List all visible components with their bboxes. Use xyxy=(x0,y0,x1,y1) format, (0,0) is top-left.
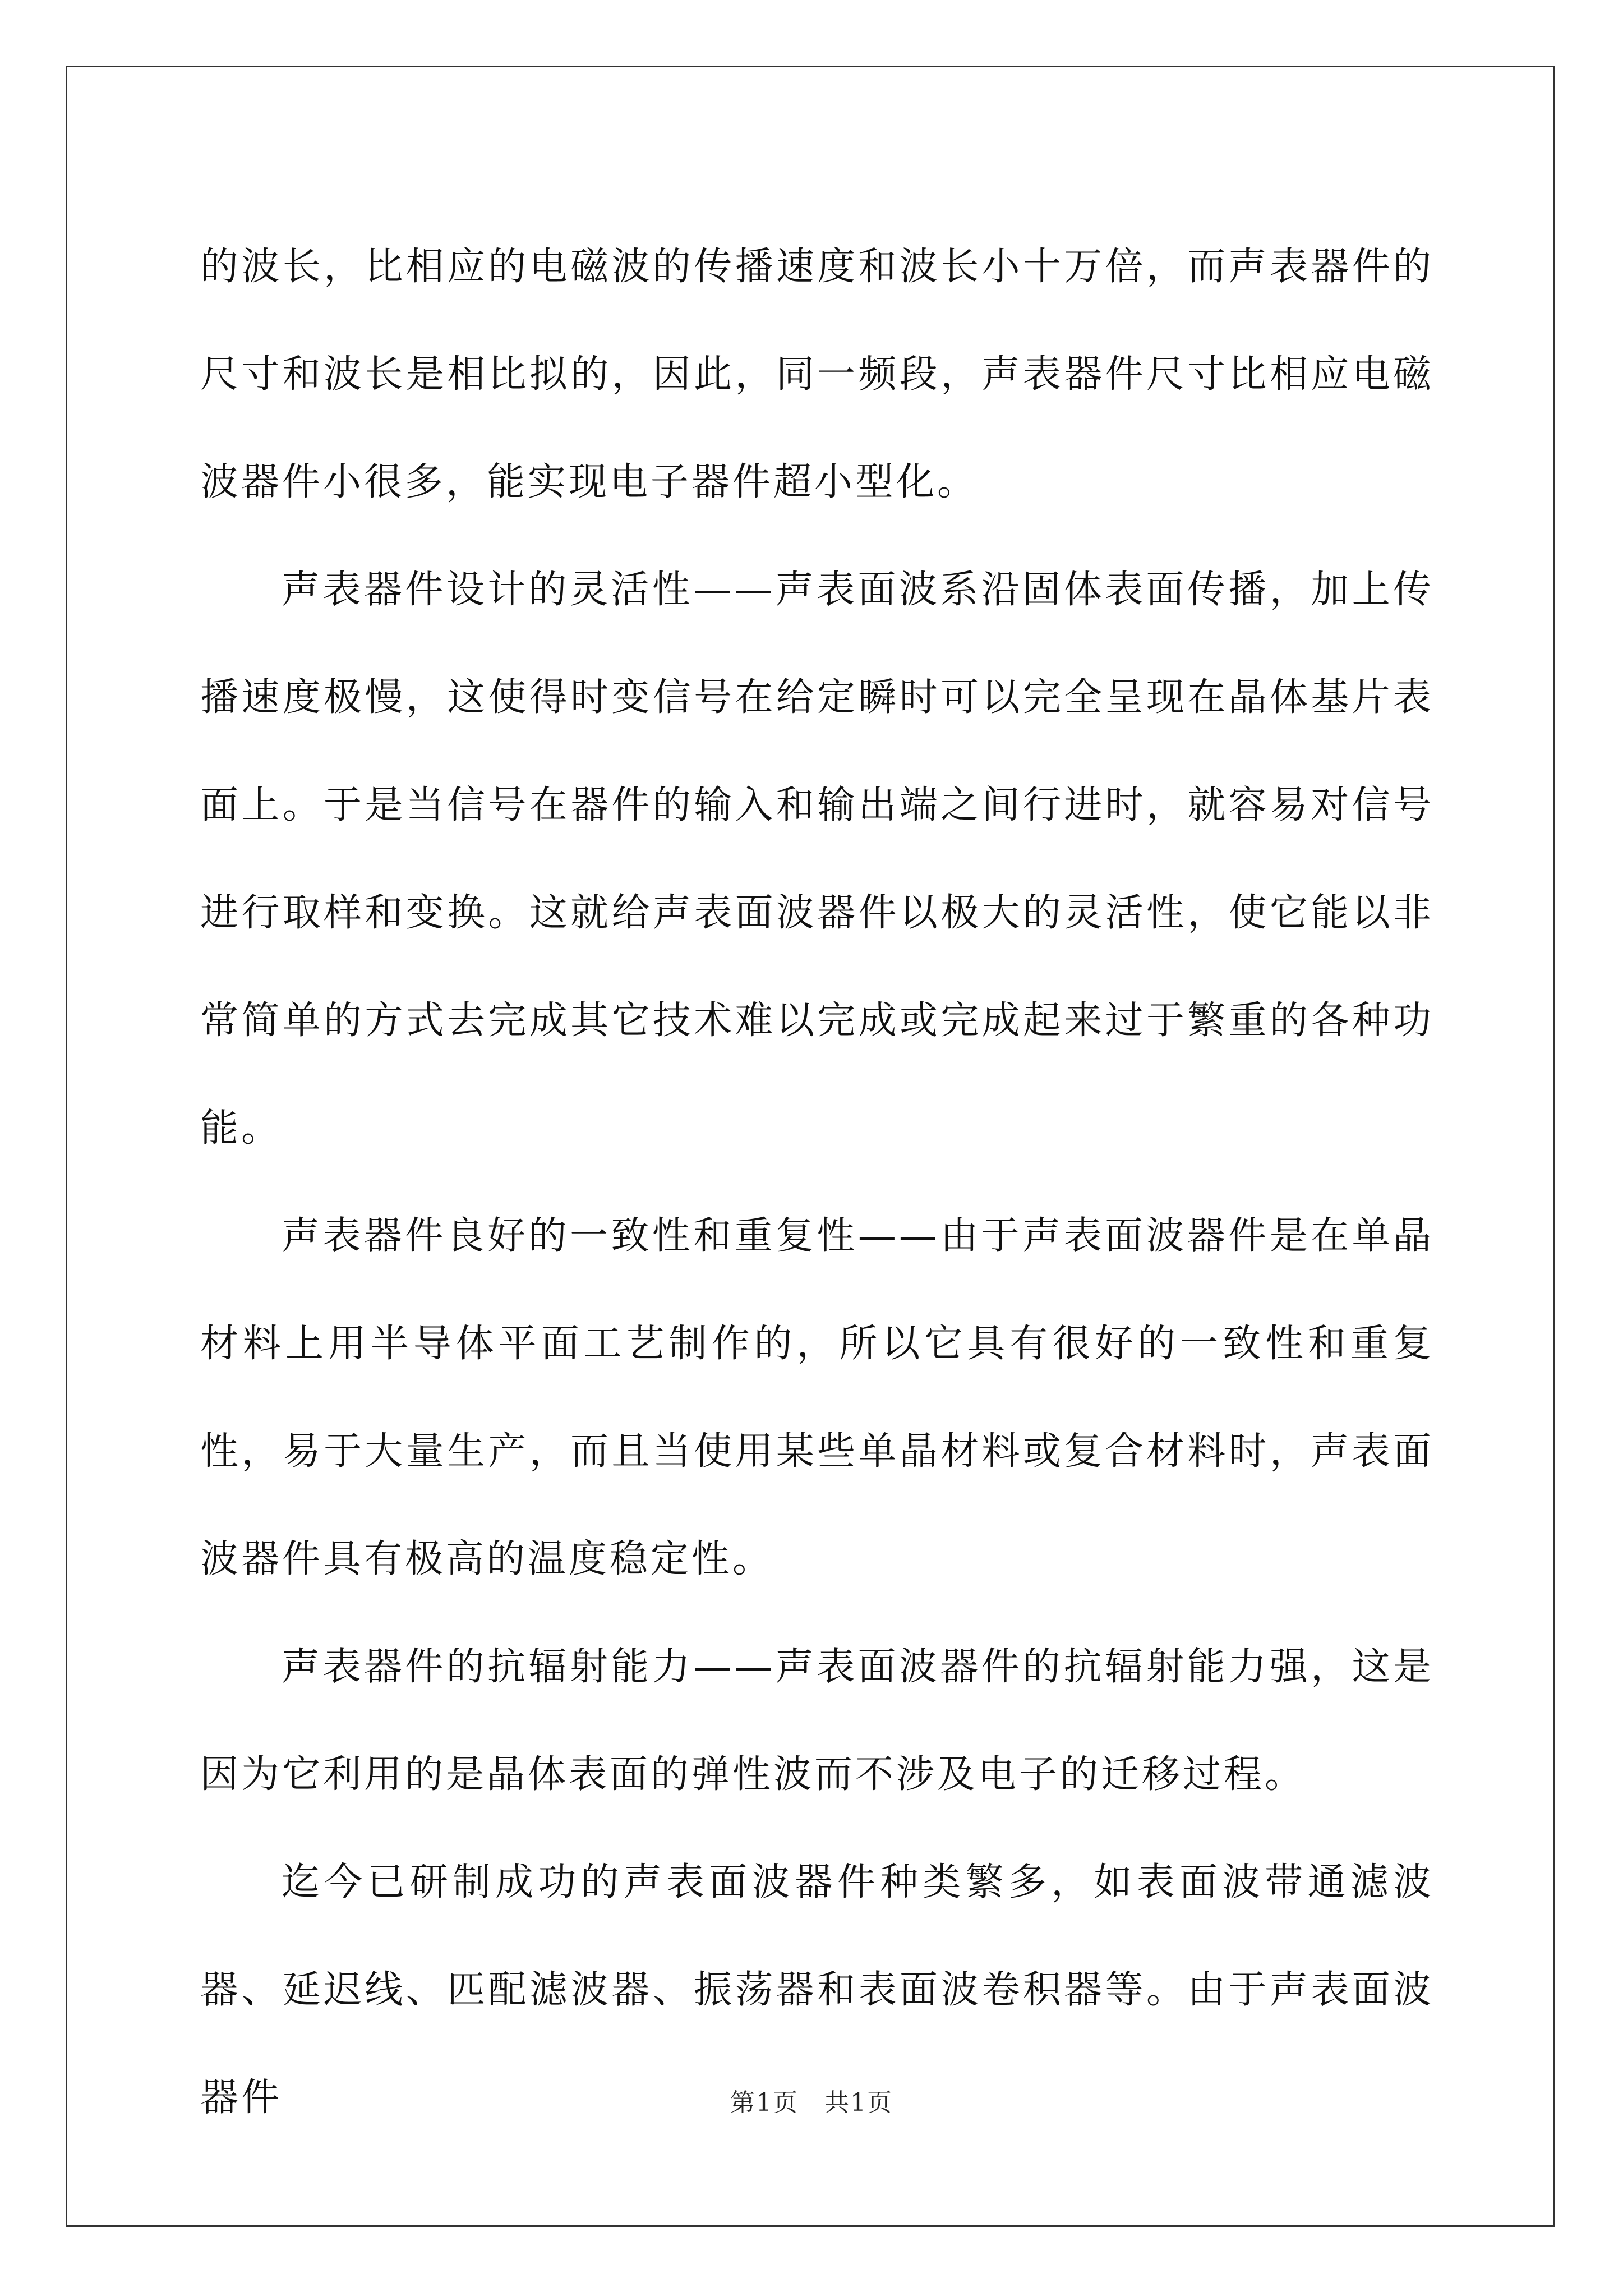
page-number-footer: 第1页 共1页 xyxy=(730,2088,893,2117)
paragraph-radiation-resistance: 声表器件的抗辐射能力——声表面波器件的抗辐射能力强，这是因为它利用的是晶体表面的弹性波而不涉及电子的迁移过程。 xyxy=(200,1645,1434,1797)
paragraph-continuation: 的波长，比相应的电磁波的传播速度和波长小十万倍，而声表器件的尺寸和波长是相比拟的，因此，同一频段，声表器件尺寸比相应电磁波器件小很多，能实现电子器件超小型化。 xyxy=(200,245,1434,504)
paragraph-consistency: 声表器件良好的一致性和重复性——由于声表面波器件是在单晶材料上用半导体平面工艺制作的，所以它具有很好的一致性和重复性，易于大量生产，而且当使用某些单晶材料或复合材料时，声表面波器件具有极高的温度稳定性。 xyxy=(200,1214,1434,1581)
paragraph-flexibility: 声表器件设计的灵活性——声表面波系沿固体表面传播，加上传播速度极慢，这使得时变信号在给定瞬时可以完全呈现在晶体基片表面上。于是当信号在器件的输入和输出端之间行进时，就容易对信号进行取样和变换。这就给声表面波器件以极大的灵活性，使它能以非常简单的方式去完成其它技术难以完成或完成起来过于繁重的各种功能。 xyxy=(200,568,1434,1151)
document-body xyxy=(200,213,1434,2152)
paragraph-device-types: 迄今已研制成功的声表面波器件种类繁多，如表面波带通滤波器、延迟线、匹配滤波器、振荡器和表面波卷积器等。由于声表面波器件 xyxy=(200,1860,1434,2120)
